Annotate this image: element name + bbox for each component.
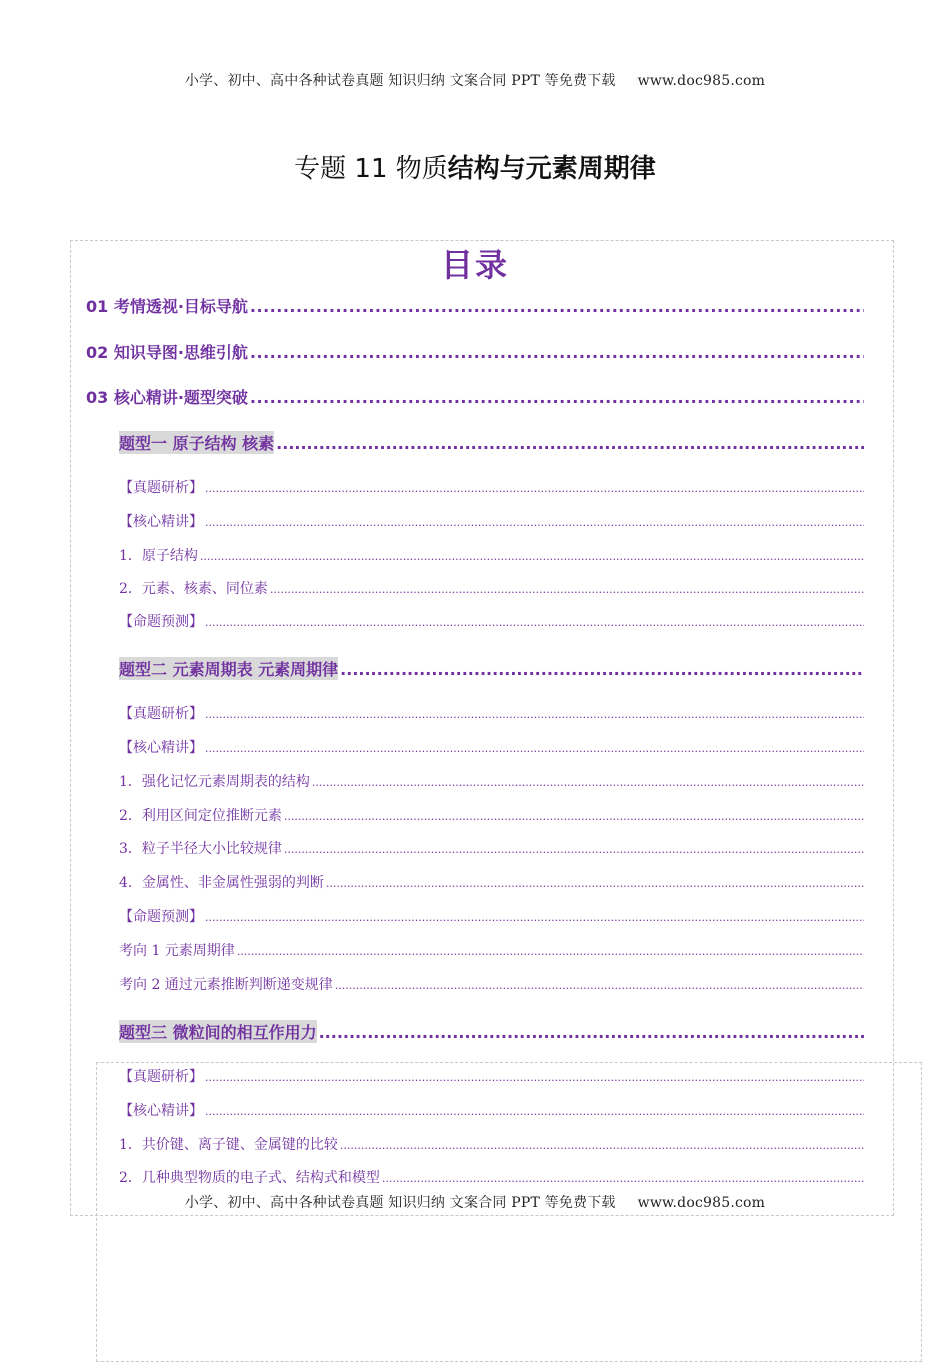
toc-section-1[interactable]: 题型一 原子结构 核素 ..... (119, 431, 864, 454)
toc-item[interactable]: 【命题预测】 ..... (119, 611, 864, 631)
toc-item[interactable]: 【真题研析】 ..... (119, 703, 864, 723)
title-bold: 结构与元素周期律 (447, 154, 656, 184)
toc-item[interactable]: 2．利用区间定位推断元素 ..... (119, 805, 864, 825)
toc-item[interactable]: 考向 1 元素周期律 ..... (119, 940, 864, 960)
toc-item[interactable]: 1．共价键、离子键、金属键的比较 ..... (119, 1134, 864, 1154)
toc-item[interactable]: 【核心精讲】 ..... (119, 511, 864, 531)
footer-text: 小学、初中、高中各种试卷真题 知识归纳 文案合同 PPT 等免费下载 (184, 1195, 616, 1211)
header-url[interactable]: www.doc985.com (637, 73, 766, 89)
page-footer (0, 1192, 950, 1212)
toc-item[interactable]: 考向 2 通过元素推断判断递变规律 ..... (119, 974, 864, 994)
title-prefix: 专题 11 物质 (294, 154, 448, 184)
page-header (0, 70, 950, 90)
toc-section-2[interactable]: 题型二 元素周期表 元素周期律 ..... (119, 657, 864, 680)
document-title (0, 148, 950, 185)
toc-item[interactable]: 【核心精讲】 ..... (119, 1100, 864, 1120)
toc-item[interactable]: 4．金属性、非金属性强弱的判断 ..... (119, 872, 864, 892)
toc-section-3[interactable]: 题型三 微粒间的相互作用力 ..... (119, 1020, 864, 1043)
toc-item[interactable]: 【真题研析】 ..... (119, 477, 864, 497)
toc-item[interactable]: 【核心精讲】 ..... (119, 737, 864, 757)
toc-entry-01[interactable]: 01 考情透视·目标导航 ..... (86, 294, 864, 317)
toc-entry-02[interactable]: 02 知识导图·思维引航 ..... (86, 340, 864, 363)
toc-item[interactable]: 3．粒子半径大小比较规律 ..... (119, 838, 864, 858)
toc-item[interactable]: 2．元素、核素、同位素 ..... (119, 578, 864, 598)
toc-item[interactable]: 【命题预测】 ..... (119, 906, 864, 926)
header-text: 小学、初中、高中各种试卷真题 知识归纳 文案合同 PPT 等免费下载 (184, 73, 616, 89)
toc-item[interactable]: 1．原子结构 ..... (119, 545, 864, 565)
toc-heading: 目录 (440, 246, 509, 284)
toc-item[interactable]: 【真题研析】 ..... (119, 1066, 864, 1086)
footer-url[interactable]: www.doc985.com (637, 1195, 766, 1211)
toc-entry-03[interactable]: 03 核心精讲·题型突破 ..... (86, 385, 864, 408)
toc-item[interactable]: 2．几种典型物质的电子式、结构式和模型 ..... (119, 1167, 864, 1187)
toc-item[interactable]: 1．强化记忆元素周期表的结构 ..... (119, 771, 864, 791)
